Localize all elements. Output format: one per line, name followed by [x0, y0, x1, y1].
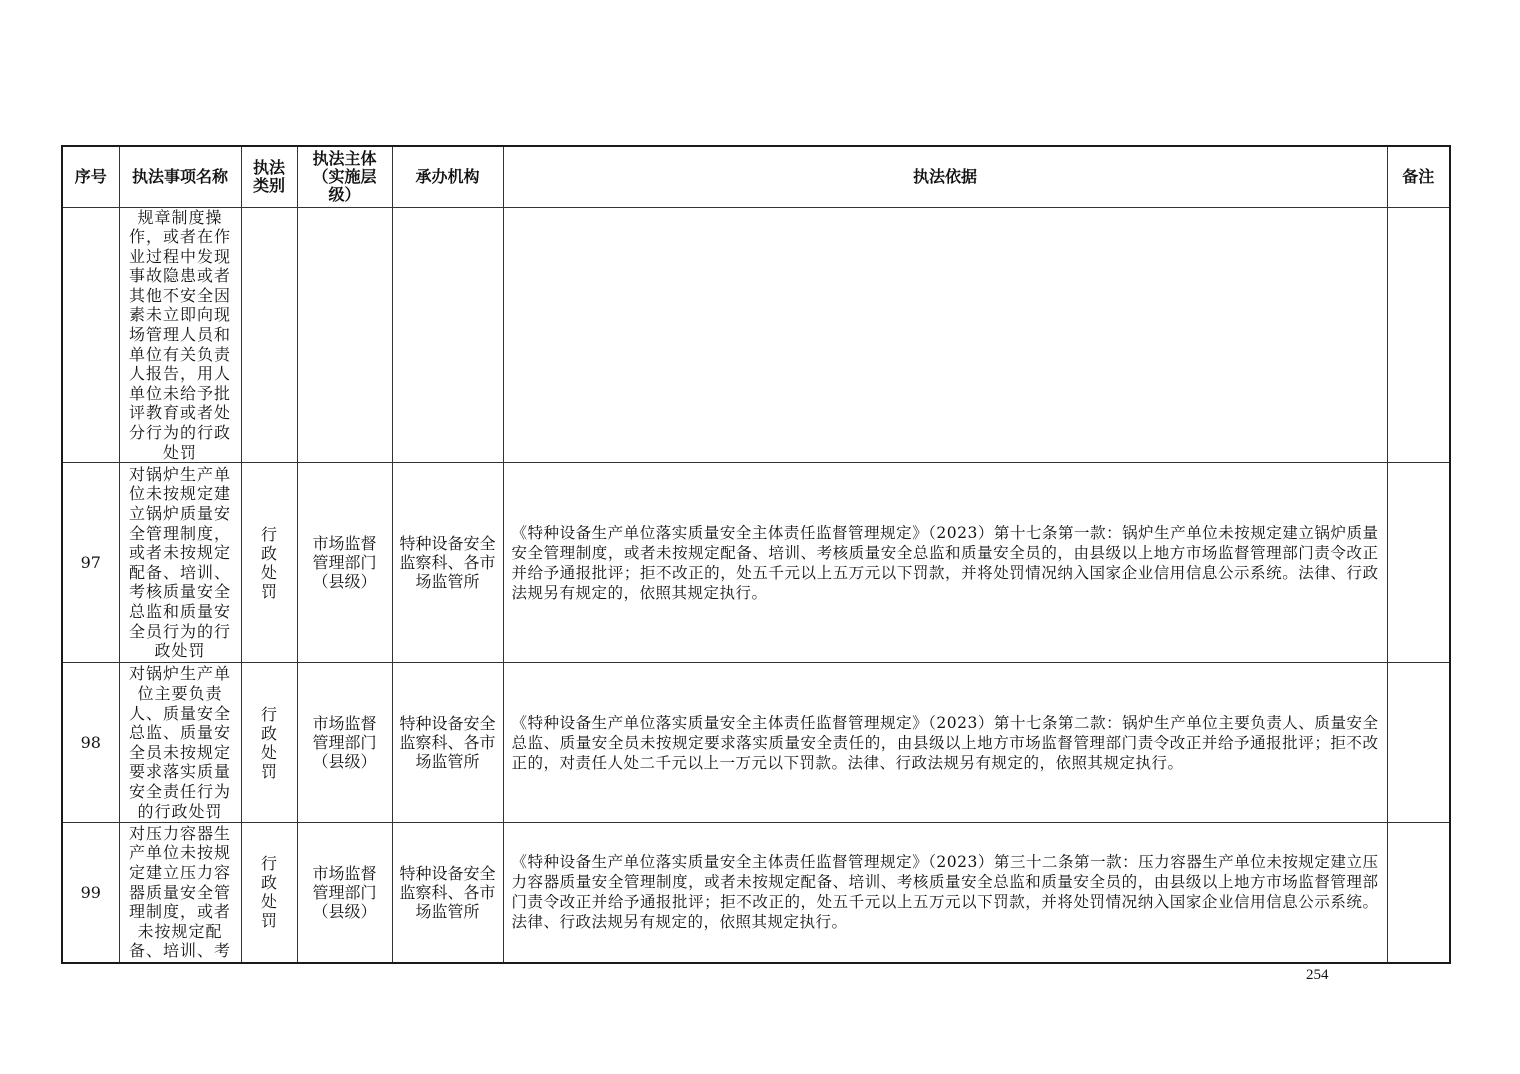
- row-basis: 《特种设备生产单位落实质量安全主体责任监督管理规定》（2023）第三十二条第一款：压力容器生产单位未按规定建立压力容器质量安全管理制度，或者未按规定配备、培训、考核质量安全总监和质量安全员的，由县级以上地方市场监督管理部门责令改正并给予通报批评；拒不改正的，处五千元以上五万元以下罚款，并将处罚情况纳入国家企业信用信息公示系统。法律、行政法规另有规定的，依照其规定执行。: [503, 823, 1387, 963]
- row-name: 规章制度操作，或者在作业过程中发现事故隐患或者其他不安全因素未立即向现场管理人员和单位有关负责人报告，用人单位未给予批评教育或者处分行为的行政处罚: [119, 207, 241, 463]
- row-seq: [62, 207, 119, 463]
- row-category: 行政处罚: [241, 823, 297, 963]
- row-seq: 97: [62, 463, 119, 663]
- row-remark: [1387, 207, 1450, 463]
- row-name: 对锅炉生产单位未按规定建立锅炉质量安全管理制度，或者未按规定配备、培训、考核质量安全总监和质量安全员行为的行政处罚: [119, 463, 241, 663]
- row-subject: 市场监督管理部门（县级）: [297, 823, 392, 963]
- header-seq: 序号: [62, 146, 119, 207]
- row-subject: 市场监督管理部门（县级）: [297, 463, 392, 663]
- page-number: 254: [1306, 967, 1329, 983]
- header-basis: 执法依据: [503, 146, 1387, 207]
- header-subject: 执法主体（实施层级）: [297, 146, 392, 207]
- row-name: 对锅炉生产单位主要负责人、质量安全总监、质量安全员未按规定要求落实质量安全责任行为的行政处罚: [119, 663, 241, 823]
- row-basis: 《特种设备生产单位落实质量安全主体责任监督管理规定》（2023）第十七条第二款：锅炉生产单位主要负责人、质量安全总监、质量安全员未按规定要求落实质量安全责任的，由县级以上地方市场监督管理部门责令改正并给予通报批评；拒不改正的，对责任人处二千元以上一万元以下罚款。法律、行政法规另有规定的，依照其规定执行。: [503, 663, 1387, 823]
- row-basis: 《特种设备生产单位落实质量安全主体责任监督管理规定》（2023）第十七条第一款：锅炉生产单位未按规定建立锅炉质量安全管理制度，或者未按规定配备、培训、考核质量安全总监和质量安全员的，由县级以上地方市场监督管理部门责令改正并给予通报批评；拒不改正的，处五千元以上五万元以下罚款，并将处罚情况纳入国家企业信用信息公示系统。法律、行政法规另有规定的，依照其规定执行。: [503, 463, 1387, 663]
- table-row: [62, 663, 1450, 823]
- row-remark: [1387, 663, 1450, 823]
- table-row: [62, 463, 1450, 663]
- header-agency: 承办机构: [392, 146, 503, 207]
- row-category: 行政处罚: [241, 663, 297, 823]
- table-header-row: [62, 146, 1450, 207]
- row-seq: 98: [62, 663, 119, 823]
- table-row: [62, 207, 1450, 463]
- row-name: 对压力容器生产单位未按规定建立压力容器质量安全管理制度，或者未按规定配备、培训、考: [119, 823, 241, 963]
- row-remark: [1387, 463, 1450, 663]
- header-category: 执法类别: [241, 146, 297, 207]
- row-agency: 特种设备安全监察科、各市场监管所: [392, 663, 503, 823]
- header-name: 执法事项名称: [119, 146, 241, 207]
- row-agency: [392, 207, 503, 463]
- row-remark: [1387, 823, 1450, 963]
- row-category: [241, 207, 297, 463]
- row-agency: 特种设备安全监察科、各市场监管所: [392, 463, 503, 663]
- enforcement-table: [61, 145, 1451, 964]
- row-category: 行政处罚: [241, 463, 297, 663]
- header-remark: 备注: [1387, 146, 1450, 207]
- row-subject: 市场监督管理部门（县级）: [297, 663, 392, 823]
- row-subject: [297, 207, 392, 463]
- row-seq: 99: [62, 823, 119, 963]
- table-row: [62, 823, 1450, 963]
- row-agency: 特种设备安全监察科、各市场监管所: [392, 823, 503, 963]
- row-basis: [503, 207, 1387, 463]
